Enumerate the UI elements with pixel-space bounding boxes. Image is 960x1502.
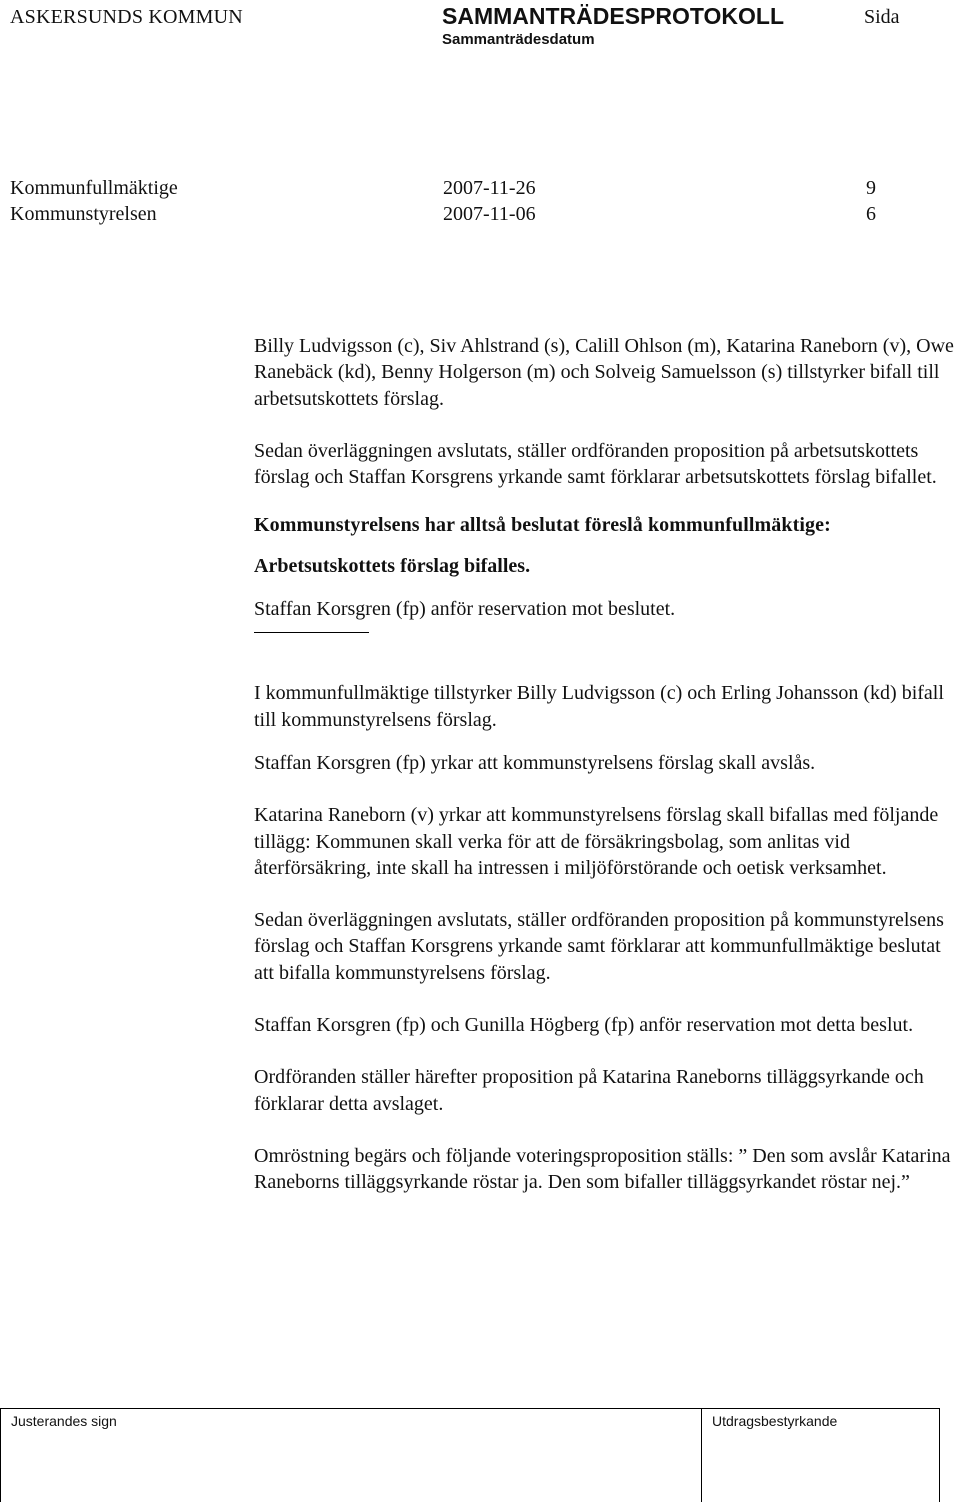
page-label: Sida <box>864 6 900 28</box>
meeting-date-label: Sammanträdesdatum <box>442 31 595 48</box>
meeting-date: 2007-11-26 <box>443 177 536 199</box>
document-title: SAMMANTRÄDESPROTOKOLL <box>442 3 785 29</box>
paragraph-amendment: Katarina Raneborn (v) yrkar att kommunstyrelsens förslag skall bifallas med följande tillägg: Kommunen skall verka för att de försäkringsbolag, som anlitas vid återförsäkring, inte skall ha intressen i miljöförstörande och oetisk verksamhet. <box>254 804 939 879</box>
decision-text: Arbetsutskottets förslag bifalles. <box>254 554 531 577</box>
signature-table <box>0 1408 940 1502</box>
meeting-row-fullmaktige <box>0 177 960 203</box>
paragraph-proposition: Sedan överläggningen avslutats, ställer ordföranden proposition på arbetsutskottets förslag och Staffan Korsgrens yrkande samt förklarar arbetsutskottets förslag bifallet. <box>254 439 937 489</box>
municipality-name: ASKERSUNDS KOMMUN <box>10 6 243 28</box>
extract-label: Utdragsbestyrkande <box>712 1413 838 1429</box>
meeting-body: Kommunstyrelsen <box>10 203 157 225</box>
paragraph-amendment-proposition: Ordföranden ställer härefter proposition på Katarina Raneborns tilläggsyrkande och förklarar detta avslaget. <box>254 1066 924 1115</box>
meeting-date: 2007-11-06 <box>443 203 536 225</box>
justification-cell <box>1 1409 702 1502</box>
meeting-page-number: 6 <box>866 203 876 225</box>
paragraph-reservation: Staffan Korsgren (fp) och Gunilla Högberg (fp) anför reservation mot detta beslut. <box>254 1014 914 1037</box>
meeting-body: Kommunfullmäktige <box>10 177 178 199</box>
protocol-body <box>254 333 960 1196</box>
decision-heading: Kommunstyrelsens har alltså beslutat föreslå kommunfullmäktige: <box>254 514 831 537</box>
meeting-row-styrelsen <box>0 203 960 229</box>
reservation-note: Staffan Korsgren (fp) anför reservation mot beslutet. <box>254 598 676 621</box>
paragraph-support: Billy Ludvigsson (c), Siv Ahlstrand (s), Calill Ohlson (m), Katarina Raneborn (v), Owe Ranebäck (kd), Benny Holgerson (m) och Solveig Samuelsson (s) tillstyrker bifall till arbetsutskottets förslag. <box>254 335 954 410</box>
paragraph-council-decision: Sedan överläggningen avslutats, ställer ordföranden proposition på kommunstyrelsens förslag och Staffan Korsgrens yrkande samt förklarar att kommunfullmäktige beslutat att bifalla kommunstyrelsens förslag. <box>254 909 944 984</box>
section-divider <box>254 632 369 633</box>
paragraph-council-support: I kommunfullmäktige tillstyrker Billy Ludvigsson (c) och Erling Johansson (kd) bifall till kommunstyrelsens förslag. <box>254 682 944 731</box>
meeting-page-number: 9 <box>866 177 876 199</box>
paragraph-rejection-motion: Staffan Korsgren (fp) yrkar att kommunstyrelsens förslag skall avslås. <box>254 751 816 774</box>
justification-label: Justerandes sign <box>11 1413 117 1429</box>
extract-cell <box>702 1409 939 1502</box>
paragraph-vote: Omröstning begärs och följande voteringsproposition ställs: ” Den som avslår Katarina Raneborns tilläggsyrkande röstar ja. Den som bifaller tilläggsyrkandet röstar nej.” <box>254 1144 951 1194</box>
